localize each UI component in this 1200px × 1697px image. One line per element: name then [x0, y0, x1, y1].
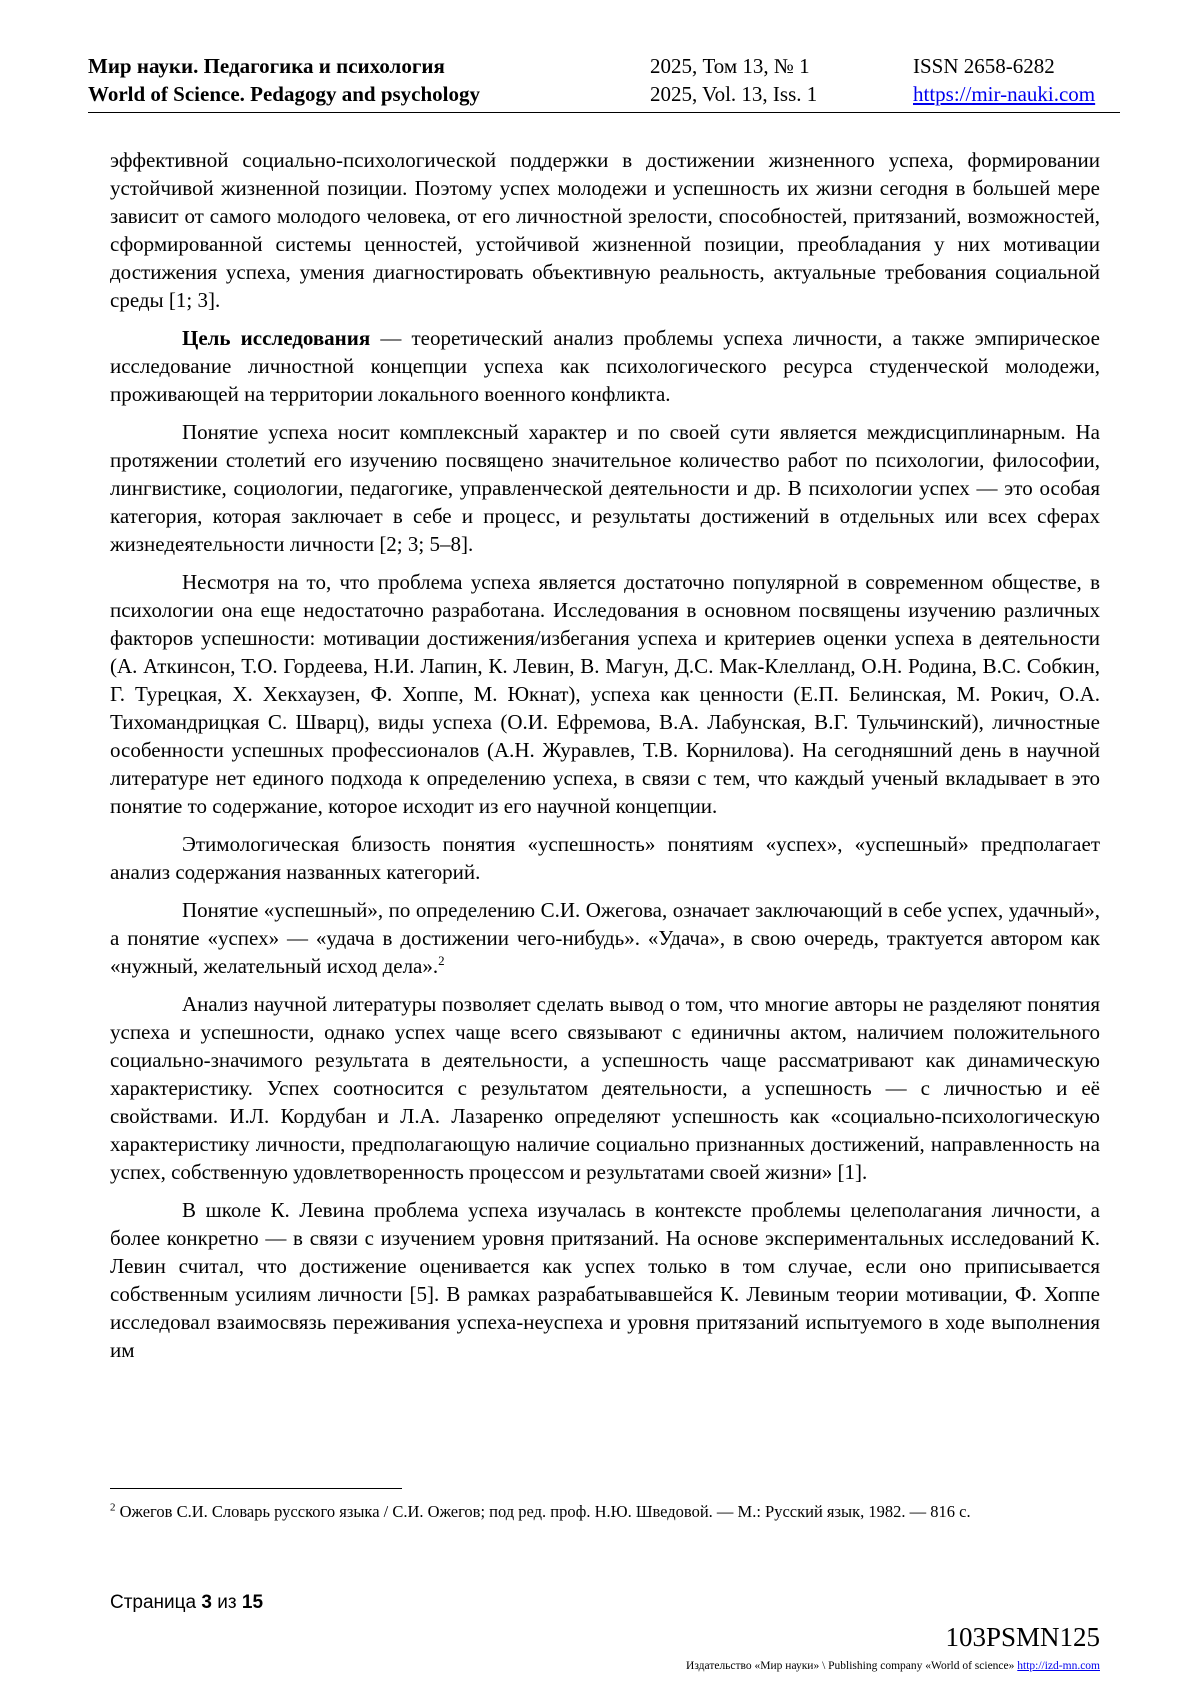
page-header	[88, 52, 1120, 113]
paragraph-5: Этимологическая близость понятия «успешность» понятиям «успех», «успешный» предполагает анализ содержания названных категорий.	[110, 832, 1100, 884]
paragraph-4: Несмотря на то, что проблема успеха является достаточно популярной в современном обществе, в психологии она еще недостаточно разработана. Исследования в основном посвящены изучению различных факторов успешности: мотивации достижения/избегания успеха и критериев оценки успеха в деятельности (А. Аткинсон, Т.О. Гордеева, Н.И. Лапин, К. Левин, В. Магун, Д.С. Мак-Клелланд, О.Н. Родина, В.С. Собкин, Г. Турецкая, Х. Хекхаузен, Ф. Хоппе, М. Юкнат), успеха как ценности (Е.П. Белинская, М. Рокич, О.А. Тихомандрицкая С. Шварц), виды успеха (О.И. Ефремова, В.А. Лабунская, В.Г. Тульчинский), личностные особенности успешных профессионалов (А.Н. Журавлев, Т.В. Корнилова). На сегодняшний день в научной литературе нет единого подхода к определению успеха, в связи с тем, что каждый ученый вкладывает в это понятие то содержание, которое исходит из его научной концепции.	[110, 570, 1100, 818]
paragraph-1: эффективной социально-психологической поддержки в достижении жизненного успеха, формировании устойчивой жизненной позиции. Поэтому успех молодежи и успешность их жизни сегодня в большей мере зависит от самого молодого человека, от его личностной зрелости, способностей, притязаний, возможностей, сформированной системы ценностей, устойчивой жизненной позиции, преобладания у них мотивации достижения успеха, умения диагностировать объективную реальность, актуальные требования социальной среды [1; 3].	[110, 148, 1100, 312]
journal-title	[88, 52, 480, 108]
article-body	[110, 146, 1100, 1374]
page-label: Страница	[110, 1592, 202, 1613]
journal-title-en: World of Science. Pedagogy and psychology	[88, 82, 481, 106]
footnote	[110, 1500, 1100, 1524]
page-of: из	[211, 1592, 242, 1613]
paragraph-2-text: — теоретический анализ проблемы успеха личности, а также эмпирическое исследование личностной концепции успеха как психологического ресурса студенческой молодежи, проживающей на территории локального военного конфликта.	[110, 326, 1100, 406]
footnote-separator	[110, 1488, 402, 1489]
footnote-ref[interactable]: 2	[438, 953, 445, 968]
page-current: 3	[201, 1592, 212, 1613]
page-number	[110, 1592, 263, 1614]
volume-ru: 2025, Том 13, № 1	[650, 54, 810, 78]
footnote-text: Ожегов С.И. Словарь русского языка / С.И. Ожегов; под ред. проф. Н.Ю. Шведовой. — М.: Русский язык, 1982. — 816 с.	[115, 1502, 971, 1521]
journal-title-ru: Мир науки. Педагогика и психология	[88, 54, 445, 78]
publisher-text: Издательство «Мир науки» \ Publishing company «World of science»	[686, 1660, 1018, 1672]
footnote-number: 2	[110, 1501, 116, 1514]
publisher-line	[686, 1660, 1100, 1672]
research-goal-label: Цель исследования	[182, 326, 371, 350]
paragraph-3: Понятие успеха носит комплексный характер и по своей сути является междисциплинарным. На протяжении столетий его изучению посвящено значительное количество работ по психологии, философии, лингвистике, социологии, педагогике, управленческой деятельности и др. В психологии успех — это особая категория, которая заключает в себе и процесс, и результаты достижений в отдельных или всех сферах жизнедеятельности личности [2; 3; 5–8].	[110, 420, 1100, 556]
paragraph-6	[110, 896, 1100, 980]
paragraph-2	[110, 324, 1100, 408]
volume-info	[650, 52, 817, 108]
issn: ISSN 2658-6282	[913, 54, 1055, 78]
volume-en: 2025, Vol. 13, Iss. 1	[650, 82, 818, 106]
paragraph-6-text: Понятие «успешный», по определению С.И. Ожегова, означает заключающий в себе успех, удачный», а понятие «успех» — «удача в достижении чего-нибудь». «Удача», в свою очередь, трактуется автором как «нужный, желательный исход дела».	[110, 898, 1100, 978]
publisher-url-link[interactable]: http://izd-mn.com	[1017, 1660, 1100, 1672]
paragraph-8: В школе К. Левина проблема успеха изучалась в контексте проблемы целеполагания личности, а более конкретно — в связи с изучением уровня притязаний. На основе экспериментальных исследований К. Левин считал, что достижение оценивается как успех только в том случае, если оно приписывается собственным усилиям личности [5]. В рамках разрабатывавшейся К. Левиным теории мотивации, Ф. Хоппе исследовал взаимосвязь переживания успеха-неуспеха и уровня притязаний испытуемого в ходе выполнения им	[110, 1198, 1100, 1362]
journal-url-link[interactable]: https://mir-nauki.com	[913, 82, 1096, 106]
article-code: 103PSMN125	[945, 1622, 1100, 1652]
page-total: 15	[241, 1592, 264, 1613]
paragraph-7: Анализ научной литературы позволяет сделать вывод о том, что многие авторы не разделяют понятия успеха и успешности, однако успех чаще всего связывают с единичны актом, наличием положительного социально-значимого результата в деятельности, а успешность чаще рассматривают как динамическую характеристику. Успех соотносится с результатом деятельности, а успешность — с личностью и её свойствами. И.Л. Кордубан и Л.А. Лазаренко определяют успешность как «социально-психологическую характеристику личности, предполагающую наличие социально признанных достижений, направленность на успех, собственную удовлетворенность процессом и результатами своей жизни» [1].	[110, 992, 1100, 1184]
issn-block	[913, 52, 1095, 108]
